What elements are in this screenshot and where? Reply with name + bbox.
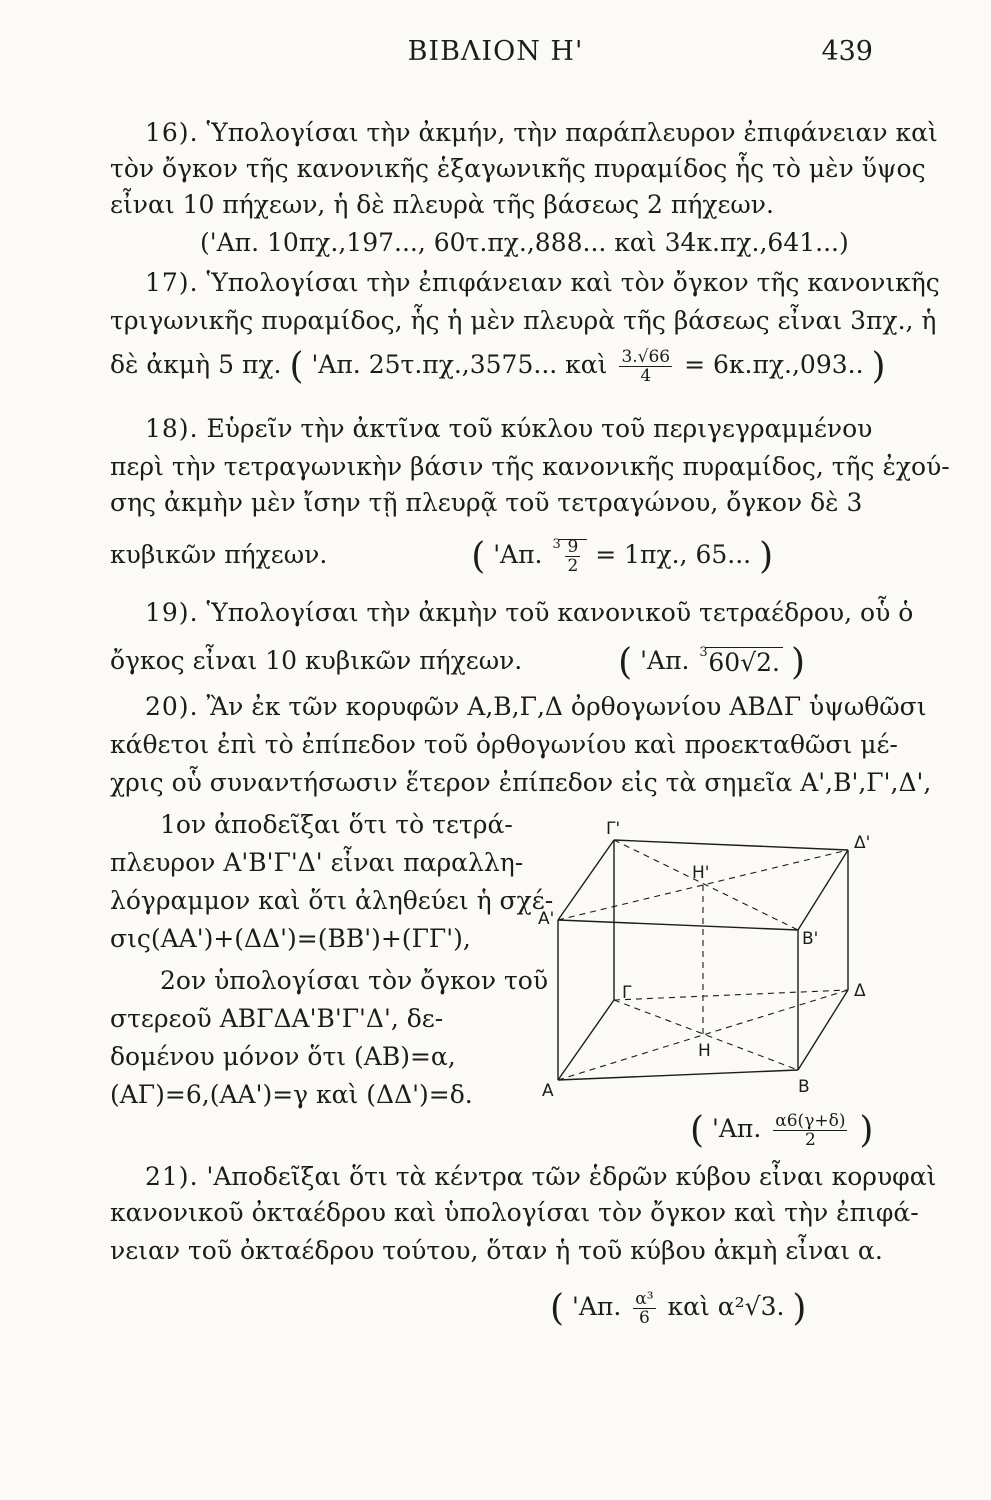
problem-20-part-1-line-3: λόγραμμον καὶ ὅτι ἀληθεύει ἡ σχέ-: [110, 886, 554, 915]
problem-17-text-1: Ὑπολογίσαι τὴν ἐπιφάνειαν καὶ τὸν ὄγκον τῆς κανονικῆς: [206, 268, 940, 297]
problem-17-number: 17).: [145, 268, 199, 297]
box-diagram: [530, 820, 870, 1120]
open-paren: (: [550, 1288, 565, 1329]
fraction-numerator: 9: [567, 537, 579, 557]
problem-21-answer-end: καὶ α²√3.: [667, 1292, 785, 1321]
label-eta-prime: Η': [692, 863, 710, 883]
problem-16-text-1: Ὑπολογίσαι τὴν ἀκμήν, τὴν παράπλευρον ἐπιφάνειαν καὶ: [206, 118, 938, 147]
problem-20-part-1-line-2: πλευρον Α'Β'Γ'Δ' εἶναι παραλλη-: [110, 848, 524, 877]
problem-17-line-1: [145, 266, 940, 300]
edge-bottom-right: [798, 990, 848, 1070]
edge-bottom-left: [558, 1000, 614, 1080]
problem-19-line-2: [110, 642, 806, 683]
problem-19-number: 19).: [145, 598, 199, 627]
problem-20-line-3: χρις οὗ συναντήσωσιν ἕτερον ἐπίπεδον εἰς τὰ σημεῖα Α',Β',Γ',Δ',: [110, 768, 932, 797]
problem-21-line-2: κανονικοῦ ὀκταέδρου καὶ ὑπολογίσαι τὸν ὄγκον καὶ τὴν ἐπιφά-: [110, 1198, 919, 1227]
problem-18-text-1: Εὑρεῖν τὴν ἀκτῖνα τοῦ κύκλου τοῦ περιγεγραμμένου: [206, 414, 873, 443]
problem-20-part-2-line-3: δομένου μόνον ὅτι (ΑΒ)=α,: [110, 1042, 456, 1071]
label-delta: Δ: [854, 981, 866, 1001]
problem-21-answer-fraction: [633, 1290, 655, 1327]
problem-16-line-3: εἶναι 10 πήχεων, ἡ δὲ πλευρὰ τῆς βάσεως 2 πήχεων.: [110, 190, 774, 219]
problem-20-part-2-line-2: στερεοῦ ΑΒΓΔΑ'Β'Γ'Δ', δε-: [110, 1004, 444, 1033]
problem-21-answer: [550, 1290, 806, 1327]
problem-18-line-4: [110, 538, 773, 575]
label-alpha-prime: Α': [538, 909, 555, 929]
problem-19-text-2: ὄγκος εἶναι 10 κυβικῶν πήχεων.: [110, 646, 523, 675]
edge-bottom-back: [614, 990, 848, 1000]
problem-20-text-1: Ἂν ἐκ τῶν κορυφῶν Α,Β,Γ,Δ ὀρθογωνίου ΑΒΔΓ ὑψωθῶσι: [206, 692, 927, 721]
problem-17-answer-start: 'Απ. 25τ.πχ.,3575... καὶ: [311, 350, 608, 379]
open-paren: (: [289, 346, 304, 387]
problem-19-answer-start: 'Απ.: [640, 646, 690, 675]
problem-18-text-4: κυβικῶν πήχεων.: [110, 540, 328, 569]
problem-16-line-2: τὸν ὄγκον τῆς κανονικῆς ἑξαγωνικῆς πυραμίδος ἧς τὸ μὲν ὕψος: [110, 154, 926, 183]
problem-18-answer-start: 'Απ.: [493, 540, 543, 569]
edge-bottom-front: [558, 1070, 798, 1080]
fraction-denominator: 2: [804, 1130, 816, 1150]
edge-top-back: [614, 840, 848, 850]
fraction-denominator: 4: [640, 366, 652, 386]
cube-root: [697, 646, 783, 680]
problem-18-line-2: περὶ τὴν τετραγωνικὴν βάσιν τῆς κανονικῆς πυραμίδος, τῆς ἐχού-: [110, 452, 950, 481]
problem-17-answer-fraction: [619, 348, 672, 385]
close-paren: ): [759, 536, 774, 577]
problem-17-text-3: δὲ ἀκμὴ 5 πχ.: [110, 350, 282, 379]
label-beta-prime: Β': [802, 929, 819, 949]
problem-19-line-1: [145, 596, 913, 630]
label-beta: Β: [798, 1077, 810, 1097]
label-alpha: Α: [542, 1081, 554, 1101]
problem-20-number: 20).: [145, 692, 199, 721]
label-gamma: Γ: [622, 983, 632, 1003]
problem-18-answer-fraction: [565, 538, 580, 575]
label-eta: Η: [698, 1041, 711, 1061]
label-delta-prime: Δ': [854, 833, 871, 853]
problem-19-text-1: Ὑπολογίσαι τὴν ἀκμὴν τοῦ κανονικοῦ τετραέδρου, οὗ ὁ: [206, 598, 914, 627]
label-gamma-prime: Γ': [606, 819, 621, 839]
diagonal-top-1: [614, 840, 798, 930]
fraction-numerator: α6(γ+δ): [775, 1111, 846, 1131]
diagonal-bottom-2: [558, 990, 848, 1080]
open-paren: (: [618, 642, 633, 683]
cube-root: [550, 538, 587, 575]
problem-20-part-1-line-4: σις(ΑΑ')+(ΔΔ')=(ΒΒ')+(ΓΓ'),: [110, 924, 471, 953]
fraction-denominator: 2: [567, 556, 579, 576]
problem-17-line-2: τριγωνικῆς πυραμίδος, ἧς ἡ μὲν πλευρὰ τῆς βάσεως εἶναι 3πχ., ἡ: [110, 306, 937, 335]
root-index: 3: [552, 537, 561, 552]
problem-20-part-2-line-1: 2ον ὑπολογίσαι τὸν ὄγκον τοῦ: [160, 966, 549, 995]
problem-17-answer-end: = 6κ.πχ.,093..: [684, 350, 864, 379]
edge-top-front: [558, 920, 798, 930]
root-index: 3: [699, 644, 708, 660]
close-paren: ): [792, 1288, 807, 1329]
problem-21-line-1: [145, 1160, 936, 1194]
problem-18-answer-end: = 1πχ., 65...: [595, 540, 752, 569]
problem-16-number: 16).: [145, 118, 199, 147]
fraction-denominator: 6: [639, 1308, 650, 1328]
root-radicand: 60√2.: [705, 647, 783, 677]
close-paren: ): [859, 1110, 874, 1151]
problem-18-number: 18).: [145, 414, 199, 443]
problem-16-answer: ('Απ. 10πχ.,197..., 60τ.πχ.,888... καὶ 34κ.πχ.,641...): [200, 228, 849, 257]
problem-20-part-2-line-4: (ΑΓ)=6,(ΑΑ')=γ καὶ (ΔΔ')=δ.: [110, 1080, 473, 1109]
edge-top-right: [798, 850, 848, 930]
problem-17-line-3: [110, 348, 886, 385]
problem-21-text-1: 'Αποδεῖξαι ὅτι τὰ κέντρα τῶν ἑδρῶν κύβου εἶναι κορυφαὶ: [206, 1162, 937, 1191]
open-paren: (: [471, 536, 486, 577]
problem-20-part-1-line-1: 1ον ἀποδεῖξαι ὅτι τὸ τετρά-: [160, 810, 513, 839]
box-diagram-svg: [530, 820, 870, 1120]
fraction-numerator: 3.√66: [621, 347, 671, 367]
problem-21-number: 21).: [145, 1162, 199, 1191]
problem-18-line-3: σης ἀκμὴν μὲν ἴσην τῇ πλευρᾷ τοῦ τετραγώνου, ὄγκον δὲ 3: [110, 488, 863, 517]
fraction-numerator: α³: [635, 1289, 654, 1309]
page-header-title: ΒΙΒΛΙΟΝ Η': [407, 36, 584, 67]
problem-21-line-3: νειαν τοῦ ὀκταέδρου τούτου, ὅταν ἡ τοῦ κύβου ἀκμὴ εἶναι α.: [110, 1236, 883, 1265]
problem-20-line-2: κάθετοι ἐπὶ τὸ ἐπίπεδον τοῦ ὀρθογωνίου καὶ προεκταθῶσι μέ-: [110, 730, 898, 759]
problem-18-line-1: [145, 412, 872, 446]
problem-20-line-1: [145, 690, 927, 724]
problem-20-answer-start: 'Απ.: [712, 1114, 762, 1143]
open-paren: (: [690, 1110, 705, 1151]
page-number: 439: [821, 36, 873, 67]
close-paren: ): [871, 346, 886, 387]
problem-16-line-1: [145, 116, 938, 150]
problem-21-answer-start: 'Απ.: [572, 1292, 622, 1321]
close-paren: ): [790, 642, 806, 683]
